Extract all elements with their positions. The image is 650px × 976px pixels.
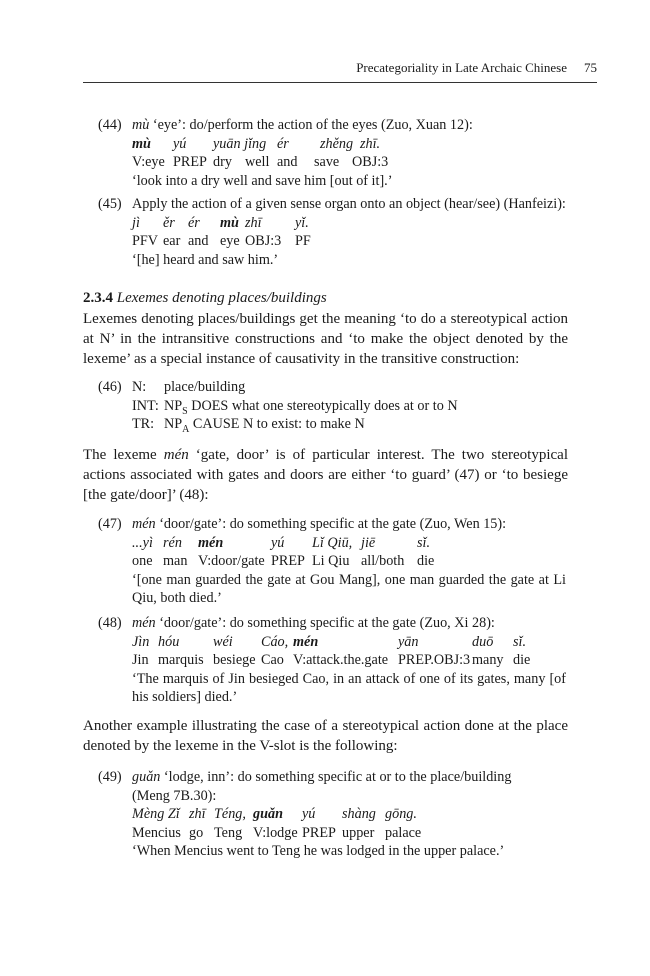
np-subscript: S bbox=[182, 405, 188, 417]
paragraph-intro: Lexemes denoting places/buildings get the meaning ‘to do a stereotypical action at N’ in the intransitive constructions and ‘to make the object denoted by the lexeme’ as a special instance of causativity in the transitive construction: bbox=[83, 311, 568, 367]
gloss-word: ...yì bbox=[132, 534, 153, 551]
gloss: all/both bbox=[361, 553, 405, 569]
def-label: INT: bbox=[132, 397, 159, 414]
head-word: guǎn bbox=[132, 769, 161, 785]
para-text: ‘gate, door’ is of particular interest. The two stereotypical actions associated with gates and doors are either ‘to guard’ (47) or ‘to besiege [the gate/door]’ (48): bbox=[83, 447, 568, 503]
gloss-source-line bbox=[132, 633, 572, 652]
gloss-word: Téng, bbox=[214, 806, 246, 822]
gloss: man bbox=[163, 553, 188, 569]
gloss-word: yú bbox=[271, 534, 285, 551]
gloss: V:attack.the.gate bbox=[293, 652, 389, 668]
gloss-word: sǐ. bbox=[417, 534, 431, 551]
gloss-word: yú bbox=[173, 135, 187, 152]
gloss: V:door/gate bbox=[198, 553, 265, 569]
np: NP bbox=[164, 397, 183, 414]
translation: ‘The marquis of Jin besieged Cao, in an attack of one of its gates, many [of his soldiers] died.’ bbox=[132, 670, 566, 705]
gloss: Mencius bbox=[132, 824, 181, 841]
gloss: and bbox=[277, 154, 298, 170]
gloss: dry bbox=[213, 154, 232, 170]
gloss-word: mù bbox=[132, 135, 151, 152]
gloss: PREP bbox=[271, 553, 305, 569]
gloss: eye bbox=[220, 233, 240, 249]
gloss: save bbox=[314, 154, 340, 170]
gloss-word: Mèng Zǐ bbox=[132, 806, 180, 822]
gloss-word: ér bbox=[188, 214, 200, 231]
def-text: DOES what one stereotypically does at or to N bbox=[191, 397, 458, 414]
gloss-source-line bbox=[132, 135, 572, 154]
section-title: Lexemes denoting places/buildings bbox=[116, 290, 327, 306]
example-number: (49) bbox=[98, 769, 122, 785]
gloss: PREP bbox=[173, 154, 207, 170]
head-text: ‘door/gate’: do something specific at the gate (Zuo, Xi 28): bbox=[155, 615, 495, 631]
gloss-word: jì bbox=[132, 214, 140, 231]
gloss-word: duō bbox=[472, 633, 494, 650]
head-text: ‘lodge, inn’: do something specific at or to the place/building (Meng 7B.30): bbox=[132, 769, 512, 804]
gloss: PF bbox=[295, 233, 311, 249]
gloss: well bbox=[245, 154, 270, 170]
example-number: (48) bbox=[98, 615, 122, 631]
gloss: PFV bbox=[132, 233, 159, 249]
head-text: ‘eye’: do/perform the action of the eyes (Zuo, Xuan 12): bbox=[149, 117, 473, 133]
gloss: Jin bbox=[132, 652, 149, 668]
gloss: besiege bbox=[213, 652, 256, 668]
gloss-line bbox=[132, 232, 572, 251]
gloss: V:lodge bbox=[253, 824, 298, 841]
gloss-word: ér bbox=[277, 135, 289, 152]
gloss-source-line bbox=[132, 805, 572, 824]
gloss: V:eye bbox=[132, 154, 165, 170]
translation: ‘[one man guarded the gate at Gou Mang], one man guarded the gate at Li Qiu, both died.’ bbox=[132, 571, 566, 606]
gloss: upper bbox=[342, 824, 375, 841]
para-word: mén bbox=[163, 447, 189, 463]
section-number: 2.3.4 bbox=[83, 290, 113, 306]
gloss-word: wéi bbox=[213, 633, 233, 650]
def-label: N: bbox=[132, 379, 147, 395]
head-word: mù bbox=[132, 117, 150, 133]
gloss: PREP.OBJ:3 bbox=[398, 652, 471, 668]
gloss: die bbox=[417, 553, 435, 569]
gloss: one bbox=[132, 553, 153, 569]
gloss-line bbox=[132, 651, 572, 670]
translation: ‘[he] heard and saw him.’ bbox=[132, 251, 279, 268]
gloss-word: yú bbox=[302, 806, 316, 822]
head-word: mén bbox=[132, 615, 156, 631]
gloss-line bbox=[132, 153, 572, 172]
gloss: many bbox=[472, 652, 504, 668]
head-text: ‘door/gate’: do something specific at the gate (Zuo, Wen 15): bbox=[155, 516, 507, 532]
gloss-word: mén bbox=[198, 534, 224, 551]
head-word: mén bbox=[132, 516, 156, 532]
running-header bbox=[83, 58, 597, 83]
gloss-word: mén bbox=[293, 633, 319, 650]
np-subscript: A bbox=[182, 423, 190, 435]
paragraph-place: Another example illustrating the case of a stereotypical action done at the place denoted by the lexeme in the V-slot is the following: bbox=[83, 718, 568, 754]
np: NP bbox=[164, 416, 183, 432]
translation: ‘When Mencius went to Teng he was lodged in the upper palace.’ bbox=[132, 843, 505, 859]
gloss-word: zhī bbox=[189, 806, 206, 822]
example-number: (44) bbox=[98, 117, 122, 133]
gloss-word: yān bbox=[398, 633, 419, 650]
gloss-word: gōng. bbox=[385, 806, 417, 822]
example-number: (47) bbox=[98, 516, 122, 532]
gloss-word: hóu bbox=[158, 633, 180, 650]
gloss: Cao bbox=[261, 652, 284, 668]
gloss: and bbox=[188, 233, 209, 249]
translation: ‘look into a dry well and save him [out of it].’ bbox=[132, 172, 393, 189]
gloss: marquis bbox=[158, 652, 204, 668]
gloss: go bbox=[189, 824, 204, 841]
def-label: TR: bbox=[132, 416, 155, 432]
example-number: (45) bbox=[98, 196, 122, 212]
section-heading bbox=[83, 290, 327, 307]
gloss: palace bbox=[385, 824, 422, 841]
para-text: The lexeme bbox=[83, 447, 164, 463]
gloss: Li Qiu bbox=[312, 553, 350, 569]
gloss-word: jiē bbox=[361, 534, 376, 551]
example-number: (46) bbox=[98, 379, 122, 395]
gloss: OBJ:3 bbox=[352, 154, 389, 170]
gloss-word: rén bbox=[163, 534, 182, 551]
paragraph-men bbox=[83, 445, 568, 505]
gloss-source-line bbox=[132, 214, 572, 233]
gloss: PREP bbox=[302, 824, 336, 841]
running-title: Precategoriality in Late Archaic Chinese bbox=[356, 60, 567, 75]
gloss: ear bbox=[163, 233, 181, 249]
gloss-source-line bbox=[132, 534, 572, 553]
gloss-word: yǐ. bbox=[295, 214, 309, 231]
gloss-word: yuān jǐng bbox=[213, 135, 267, 152]
def-text: CAUSE N to exist: to make N bbox=[192, 416, 365, 432]
head-text: Apply the action of a given sense organ onto an object (hear/see) (Hanfeizi): bbox=[132, 196, 566, 212]
gloss-word: Jìn bbox=[132, 633, 150, 650]
gloss-word: mù bbox=[220, 214, 239, 231]
gloss-word: ěr bbox=[163, 214, 175, 231]
gloss-word: Lǐ Qiū, bbox=[312, 534, 353, 551]
gloss-word: Cáo, bbox=[261, 633, 289, 650]
gloss-word: zhī bbox=[245, 214, 262, 231]
gloss: die bbox=[513, 652, 531, 668]
gloss-line bbox=[132, 552, 572, 571]
gloss-word: zhěng bbox=[320, 135, 354, 152]
gloss-word: guǎn bbox=[253, 806, 283, 822]
def-text: place/building bbox=[164, 379, 246, 395]
gloss-word: shàng bbox=[342, 806, 376, 822]
gloss: OBJ:3 bbox=[245, 233, 282, 249]
gloss: Teng bbox=[214, 824, 243, 841]
gloss-line bbox=[132, 824, 572, 843]
gloss-word: zhī. bbox=[360, 135, 381, 152]
gloss-word: sǐ. bbox=[513, 633, 527, 650]
page-number: 75 bbox=[584, 60, 597, 75]
